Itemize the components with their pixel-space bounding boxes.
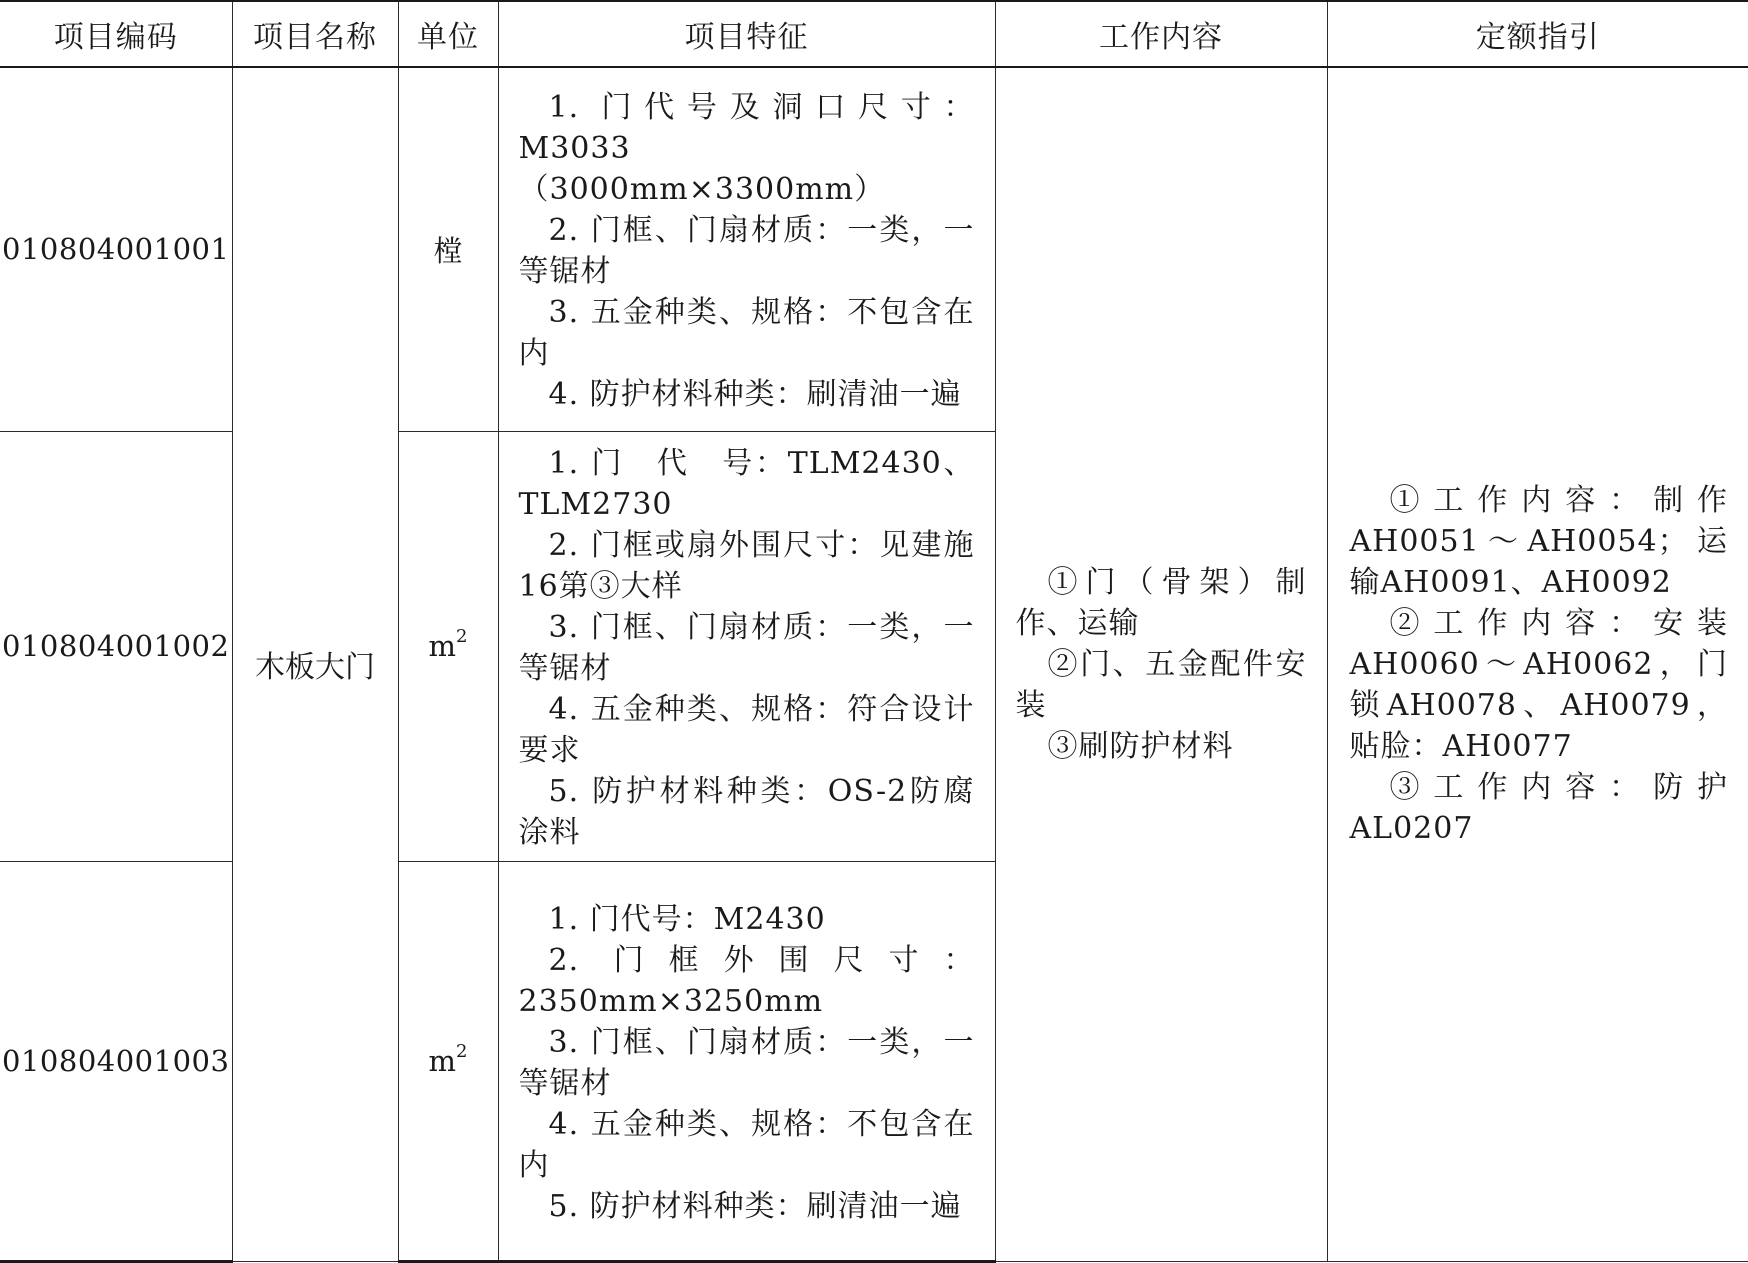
- feature-line: 2. 门框或扇外围尺寸：见建施16第③大样: [518, 528, 975, 604]
- unit-text: m: [428, 629, 457, 663]
- header-item-features: 项目特征: [498, 1, 995, 67]
- header-item-code: 项目编码: [0, 1, 232, 67]
- unit-cell: [398, 431, 498, 861]
- feature-line: 5. 防护材料种类：OS-2防腐涂料: [518, 774, 975, 850]
- feature-line: 2. 门框、门扇材质：一类，一等锯材: [518, 213, 975, 290]
- header-quota-guide: 定额指引: [1327, 1, 1748, 67]
- work-content-line: ③刷防护材料: [1047, 728, 1234, 764]
- feature-line: 4. 五金种类、规格：不包含在内: [518, 1106, 975, 1183]
- header-row: [0, 1, 1748, 67]
- unit-cell: [398, 861, 498, 1261]
- item-code-cell: 010804001003: [0, 861, 232, 1261]
- unit-text: 樘: [433, 233, 463, 268]
- features-cell: [498, 67, 995, 431]
- feature-line: 3. 门框、门扇材质：一类，一等锯材: [518, 1024, 975, 1101]
- feature-line: 5. 防护材料种类：刷清油一遍: [548, 1188, 962, 1224]
- feature-line: 3. 五金种类、规格：不包含在内: [518, 295, 975, 372]
- item-code-cell: 010804001002: [0, 431, 232, 861]
- features-cell: [498, 431, 995, 861]
- quota-guide-line: ③工作内容：防护AL0207: [1349, 769, 1728, 846]
- feature-line: 3. 门框、门扇材质：一类，一等锯材: [518, 610, 975, 686]
- work-content-line: ②门、五金配件安装: [1015, 646, 1307, 723]
- feature-line: 1. 门代号：M2430: [548, 901, 826, 937]
- features-cell: [498, 861, 995, 1261]
- table-row: [0, 67, 1748, 431]
- feature-line: 1. 门 代 号：TLM2430、TLM2730: [518, 446, 975, 522]
- header-item-name: 项目名称: [232, 1, 398, 67]
- unit-cell: [398, 67, 498, 431]
- feature-line: 2. 门框外围尺寸：2350mm×3250mm: [518, 942, 975, 1019]
- header-work-content: 工作内容: [995, 1, 1327, 67]
- feature-line: 1. 门代号及洞口尺寸：M3033（3000mm×3300mm）: [518, 90, 975, 208]
- unit-superscript: 2: [456, 1040, 468, 1062]
- quota-guide-cell: [1327, 67, 1748, 1261]
- work-content-line: ①门（骨架）制作、运输: [1015, 564, 1307, 641]
- unit-text: m: [428, 1043, 457, 1078]
- header-unit: 单位: [398, 1, 498, 67]
- quota-guide-line: ②工作内容：安装AH0060～AH0062，门锁AH0078、AH0079，贴脸：AH0077: [1349, 605, 1728, 764]
- item-name-cell: 木板大门: [232, 67, 398, 1261]
- quota-guide-line: ①工作内容：制作AH0051～AH0054；运输AH0091、AH0092: [1349, 482, 1728, 600]
- work-content-cell: [995, 67, 1327, 1261]
- feature-line: 4. 防护材料种类：刷清油一遍: [548, 377, 962, 413]
- feature-line: 4. 五金种类、规格：符合设计要求: [518, 692, 975, 768]
- item-code-cell: 010804001001: [0, 67, 232, 431]
- unit-superscript: 2: [456, 626, 468, 647]
